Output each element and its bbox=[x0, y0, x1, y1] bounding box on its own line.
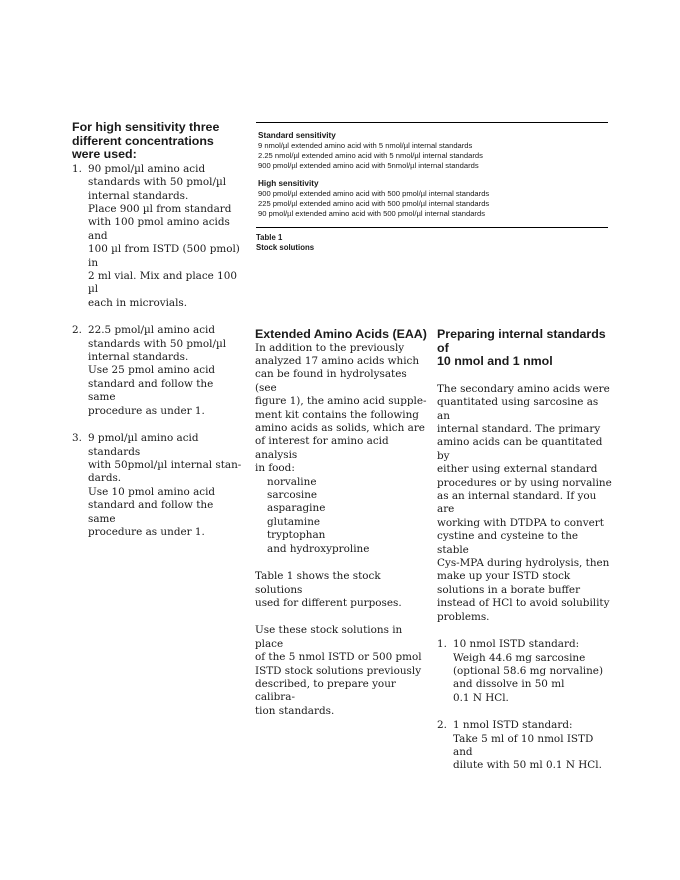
left-heading: For high sensitivity three different concentrations were used: bbox=[72, 120, 220, 162]
text-line: internal standard. The primary bbox=[437, 423, 601, 435]
text-line: working with DTDPA to convert bbox=[437, 516, 604, 529]
text-line: of the 5 nmol ISTD or 500 pmol bbox=[255, 651, 422, 664]
item-number: 1. bbox=[72, 162, 82, 175]
list-item bbox=[72, 432, 244, 539]
item-number: 1. bbox=[437, 638, 447, 651]
list-item: and hydroxyproline bbox=[267, 542, 370, 555]
item-number: 2. bbox=[72, 324, 82, 337]
table-row: 900 pmol/µl extended amino acid with 5nmol/µl internal standards bbox=[258, 161, 479, 170]
left-column bbox=[72, 121, 244, 539]
middle-column bbox=[255, 328, 430, 718]
text-line: procedure as under 1. bbox=[88, 404, 205, 417]
text-line: (optional 58.6 mg norvaline) bbox=[453, 664, 603, 677]
list-item bbox=[437, 719, 612, 773]
table-row: 9 nmol/µl extended amino acid with 5 nmol/µl internal standards bbox=[258, 141, 473, 150]
list-item: asparagine bbox=[267, 502, 326, 515]
text-line: in food: bbox=[255, 462, 295, 475]
text-line: Take 5 ml of 10 nmol ISTD and bbox=[453, 732, 594, 758]
text-line: Use 25 pmol amino acid bbox=[88, 364, 216, 377]
list-item bbox=[72, 163, 244, 310]
istd-steps-list bbox=[437, 638, 612, 773]
text-line: make up your ISTD stock bbox=[437, 570, 571, 583]
text-line: analyzed 17 amino acids which bbox=[255, 355, 420, 367]
text-line: described, to prepare your calibra- bbox=[255, 677, 396, 704]
text-line: cystine and cysteine to the stable bbox=[437, 530, 579, 556]
text-line: internal standards. bbox=[88, 189, 189, 202]
table-row: 2.25 nmol/µl extended amino acid with 5 nmol/µl internal standards bbox=[258, 151, 483, 160]
text-line: 1 nmol ISTD standard: bbox=[453, 719, 573, 732]
text-line: of interest for amino acid analysis bbox=[255, 435, 389, 461]
text-line: internal standards. bbox=[88, 351, 189, 364]
text-line: Place 900 µl from standard bbox=[88, 203, 232, 215]
text-line: 90 pmol/µl amino acid bbox=[88, 162, 206, 175]
text-line: ISTD stock solutions previously bbox=[255, 664, 422, 677]
text-line: amino acids as solids, which are bbox=[255, 422, 425, 435]
text-line: and dissolve in 50 ml bbox=[453, 678, 565, 691]
table-caption bbox=[256, 228, 608, 254]
item-number: 2. bbox=[437, 719, 447, 732]
text-line: each in microvials. bbox=[88, 296, 188, 309]
text-line: standard and follow the same bbox=[88, 499, 214, 525]
list-item: glutamine bbox=[267, 515, 321, 528]
caption-title: Stock solutions bbox=[256, 243, 315, 253]
eaa-heading: Extended Amino Acids (EAA) bbox=[255, 327, 427, 341]
caption-label: Table 1 bbox=[256, 233, 283, 242]
list-item: sarcosine bbox=[267, 489, 318, 502]
text-line: In addition to the previously bbox=[255, 341, 405, 354]
text-line: dilute with 50 ml 0.1 N HCl. bbox=[453, 759, 602, 772]
eaa-intro bbox=[255, 342, 430, 557]
text-line: 10 nmol ISTD standard: bbox=[453, 638, 580, 651]
text-line: procedures or by using norvaline bbox=[437, 476, 612, 489]
text-line: tion standards. bbox=[255, 704, 335, 717]
list-item bbox=[437, 638, 612, 705]
text-line: standard and follow the same bbox=[88, 377, 214, 404]
table-group-title: High sensitivity bbox=[258, 179, 319, 188]
stock-solutions-table bbox=[256, 122, 608, 254]
text-line: amino acids can be quantitated by bbox=[437, 436, 603, 462]
text-line: figure 1), the amino acid supple- bbox=[255, 395, 427, 408]
text-line: Cys-MPA during hydrolysis, then bbox=[437, 557, 610, 570]
table-group-title: Standard sensitivity bbox=[258, 131, 336, 140]
table-row: 900 pmol/µl extended amino acid with 500 pmol/µl internal standards bbox=[258, 189, 490, 198]
table-reference-paragraph bbox=[255, 570, 430, 610]
concentration-list bbox=[72, 163, 244, 540]
text-line: 2 ml vial. Mix and place 100 µl bbox=[88, 270, 237, 296]
usage-paragraph bbox=[255, 624, 430, 718]
text-line: The secondary amino acids were bbox=[437, 382, 610, 395]
text-line: with 50pmol/µl internal stan- bbox=[88, 458, 242, 471]
text-line: quantitated using sarcosine as an bbox=[437, 396, 599, 422]
table-row: 90 pmol/µl extended amino acid with 500 pmol/µl internal standards bbox=[258, 209, 485, 218]
list-item: norvaline bbox=[267, 475, 317, 488]
text-line: as an internal standard. If you are bbox=[437, 490, 597, 516]
table-group-high bbox=[258, 179, 608, 219]
text-line: 9 pmol/µl amino acid standards bbox=[88, 432, 199, 458]
istd-paragraph bbox=[437, 383, 612, 624]
istd-heading bbox=[437, 328, 612, 369]
text-line: with 100 pmol amino acids and bbox=[88, 216, 230, 242]
text-line: Use these stock solutions in place bbox=[255, 624, 403, 650]
text-line: can be found in hydrolysates (see bbox=[255, 368, 407, 394]
table-row: 225 pmol/µl extended amino acid with 500 pmol/µl internal standards bbox=[258, 199, 490, 208]
text-line: Table 1 shows the stock solutions bbox=[255, 570, 381, 596]
text-line: either using external standard bbox=[437, 463, 598, 476]
text-line: solutions in a borate buffer bbox=[437, 583, 581, 596]
text-line: ment kit contains the following bbox=[255, 408, 419, 421]
text-line: 100 µl from ISTD (500 pmol) in bbox=[88, 243, 240, 269]
text-line: instead of HCl to avoid solubility bbox=[437, 597, 610, 610]
text-line: standards with 50 pmol/µl bbox=[88, 176, 227, 189]
item-number: 3. bbox=[72, 432, 82, 445]
list-item bbox=[72, 324, 244, 418]
text-line: Weigh 44.6 mg sarcosine bbox=[453, 651, 586, 664]
text-line: standards with 50 pmol/µl bbox=[88, 337, 227, 350]
text-line: 22.5 pmol/µl amino acid bbox=[88, 324, 216, 337]
list-item: tryptophan bbox=[267, 529, 326, 542]
heading-line: Preparing internal standards of bbox=[437, 327, 606, 355]
text-line: procedure as under 1. bbox=[88, 525, 205, 538]
table-group-standard bbox=[258, 131, 608, 171]
right-column bbox=[437, 328, 612, 773]
text-line: Use 10 pmol amino acid bbox=[88, 485, 216, 498]
heading-line: 10 nmol and 1 nmol bbox=[437, 354, 553, 369]
amino-acid-list bbox=[255, 476, 430, 556]
text-line: 0.1 N HCl. bbox=[453, 691, 509, 704]
text-line: used for different purposes. bbox=[255, 596, 402, 609]
table-body bbox=[256, 123, 608, 219]
text-line: problems. bbox=[437, 610, 490, 623]
text-line: dards. bbox=[88, 472, 122, 485]
